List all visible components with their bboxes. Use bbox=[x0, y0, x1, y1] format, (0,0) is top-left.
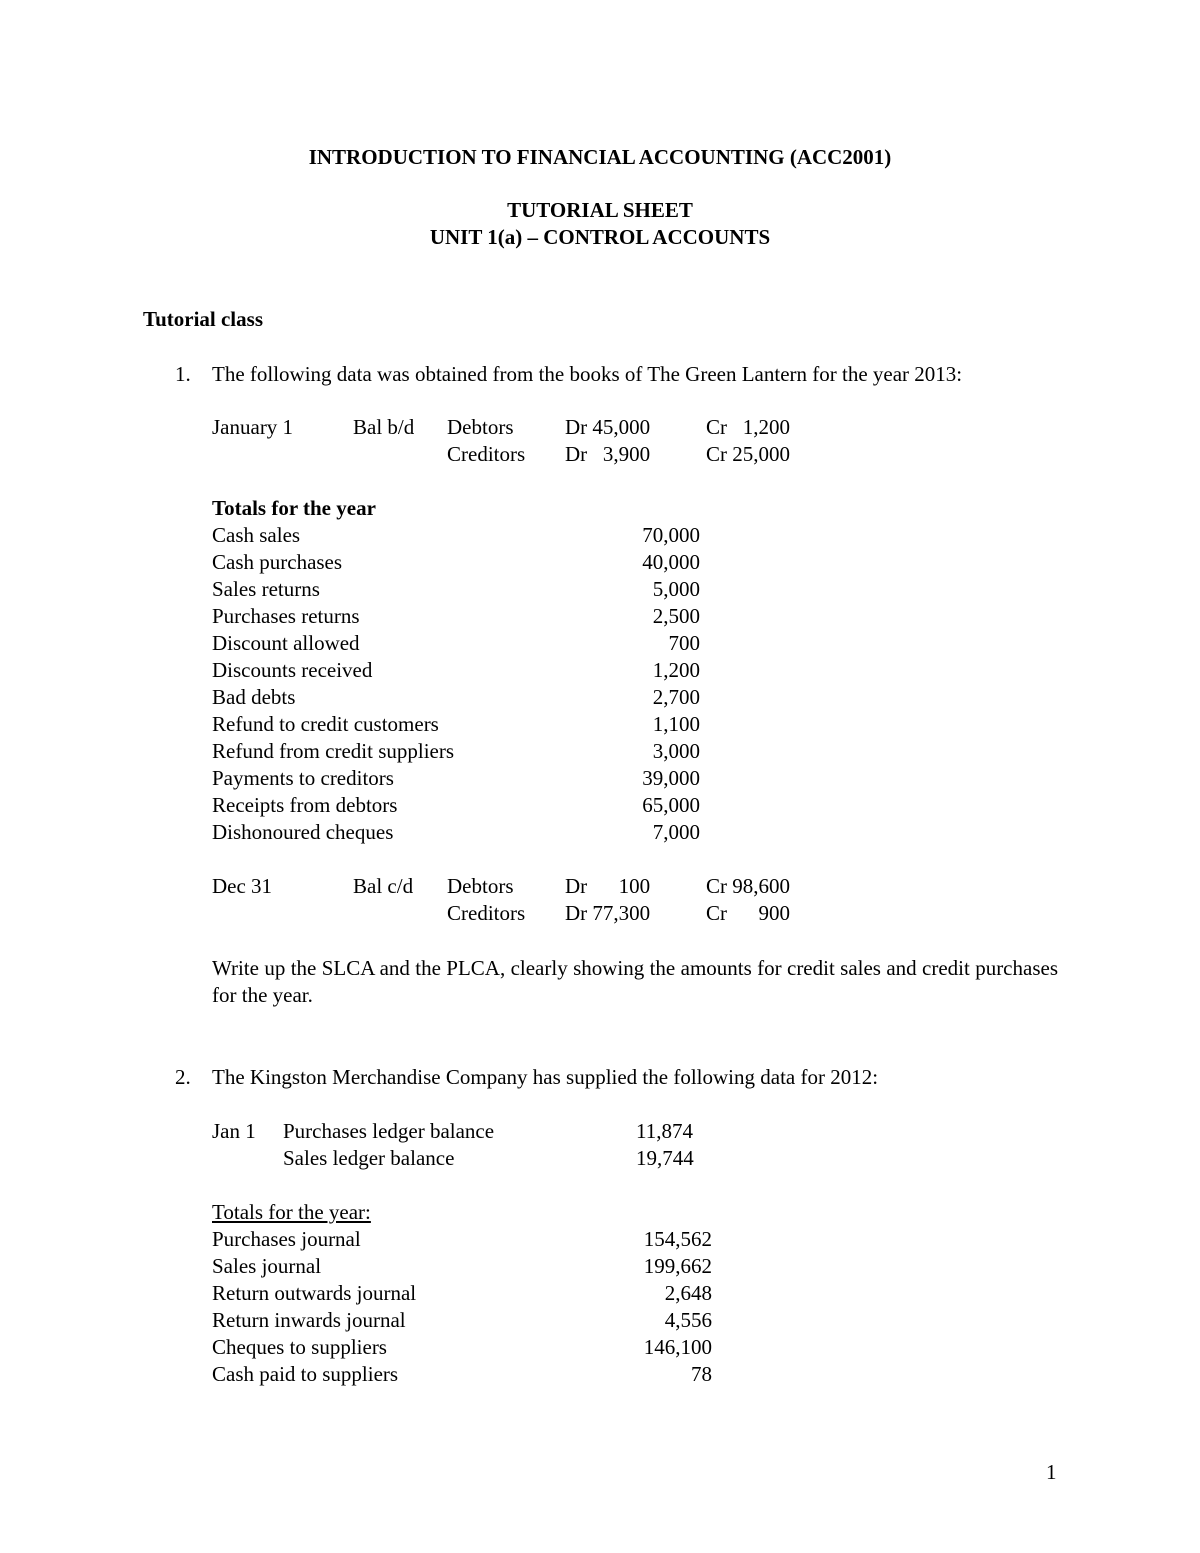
q1-closing-date: Dec 31 bbox=[212, 874, 273, 898]
q1-opening-label: Bal b/d bbox=[353, 415, 415, 439]
q2-balance-label: Sales ledger balance bbox=[283, 1146, 455, 1170]
q2-opening-date: Jan 1 bbox=[212, 1119, 256, 1143]
q1-instruction: Write up the SLCA and the PLCA, clearly showing the amounts for credit sales and credit purchases for the year. bbox=[212, 956, 1058, 1007]
q1-number: 1. bbox=[175, 362, 191, 386]
q1-total-value: 39,000 bbox=[642, 766, 700, 790]
q1-total-value: 65,000 bbox=[642, 793, 700, 817]
q1-opening-account: Debtors bbox=[447, 415, 514, 439]
q1-closing-account: Creditors bbox=[447, 901, 526, 925]
q1-total-value: 3,000 bbox=[652, 739, 700, 763]
q2-total-value: 154,562 bbox=[643, 1227, 712, 1251]
q1-total-label: Refund from credit suppliers bbox=[212, 739, 455, 763]
q1-opening-dr: Dr 45,000 bbox=[565, 415, 651, 439]
q1-total-value: 70,000 bbox=[642, 523, 700, 547]
q1-total-value: 5,000 bbox=[652, 577, 700, 601]
q2-balance-label: Purchases ledger balance bbox=[283, 1119, 495, 1143]
q1-total-label: Payments to creditors bbox=[212, 766, 394, 790]
q1-total-value: 1,100 bbox=[652, 712, 700, 736]
q2-total-value: 199,662 bbox=[643, 1254, 712, 1278]
q1-totals-heading: Totals for the year bbox=[212, 496, 376, 520]
q1-intro: The following data was obtained from the books of The Green Lantern for the year 2013: bbox=[212, 362, 963, 386]
q1-total-value: 7,000 bbox=[652, 820, 700, 844]
q2-total-label: Return outwards journal bbox=[212, 1281, 417, 1305]
q1-closing-cr: Cr 98,600 bbox=[706, 874, 790, 898]
q1-opening-date: January 1 bbox=[212, 415, 294, 439]
q1-total-label: Cash sales bbox=[212, 523, 301, 547]
q2-total-value: 78 bbox=[691, 1362, 712, 1386]
q1-opening-cr: Cr 25,000 bbox=[706, 442, 790, 466]
q1-closing-dr: Dr 77,300 bbox=[565, 901, 651, 925]
q1-opening-account: Creditors bbox=[447, 442, 526, 466]
q1-total-label: Discounts received bbox=[212, 658, 373, 682]
q1-closing-dr: Dr 100 bbox=[565, 874, 651, 898]
section-heading: Tutorial class bbox=[143, 307, 263, 331]
q2-number: 2. bbox=[175, 1065, 191, 1089]
q1-closing-account: Debtors bbox=[447, 874, 514, 898]
q1-opening-cr: Cr 1,200 bbox=[706, 415, 790, 439]
q2-total-value: 146,100 bbox=[643, 1335, 712, 1359]
q2-total-value: 2,648 bbox=[664, 1281, 712, 1305]
q2-balance-value: 11,874 bbox=[636, 1119, 693, 1143]
unit-title: UNIT 1(a) – CONTROL ACCOUNTS bbox=[429, 225, 771, 249]
q1-total-value: 2,700 bbox=[652, 685, 700, 709]
q1-closing-label: Bal c/d bbox=[353, 874, 414, 898]
q1-total-value: 1,200 bbox=[652, 658, 700, 682]
q1-total-label: Discount allowed bbox=[212, 631, 360, 655]
q2-total-label: Return inwards journal bbox=[212, 1308, 406, 1332]
q1-total-value: 2,500 bbox=[652, 604, 700, 628]
q2-total-label: Purchases journal bbox=[212, 1227, 361, 1251]
q1-total-label: Purchases returns bbox=[212, 604, 360, 628]
sheet-title: TUTORIAL SHEET bbox=[507, 198, 693, 222]
q2-balance-value: 19,744 bbox=[636, 1146, 694, 1170]
course-title: INTRODUCTION TO FINANCIAL ACCOUNTING (ACC2001) bbox=[308, 145, 892, 169]
q1-total-value: 700 bbox=[668, 631, 700, 655]
q1-total-label: Bad debts bbox=[212, 685, 296, 709]
q2-total-label: Cheques to suppliers bbox=[212, 1335, 387, 1359]
page-number: 1 bbox=[1046, 1460, 1057, 1484]
q1-total-label: Receipts from debtors bbox=[212, 793, 398, 817]
q2-total-label: Cash paid to suppliers bbox=[212, 1362, 399, 1386]
q2-intro: The Kingston Merchandise Company has supplied the following data for 2012: bbox=[212, 1065, 879, 1089]
q1-total-label: Cash purchases bbox=[212, 550, 343, 574]
q1-total-label: Refund to credit customers bbox=[212, 712, 439, 736]
q2-totals-heading: Totals for the year: bbox=[212, 1200, 371, 1224]
q1-closing-cr: Cr 900 bbox=[706, 901, 790, 925]
q2-total-value: 4,556 bbox=[664, 1308, 712, 1332]
q1-total-value: 40,000 bbox=[642, 550, 700, 574]
q1-total-label: Dishonoured cheques bbox=[212, 820, 394, 844]
q1-opening-dr: Dr 3,900 bbox=[565, 442, 651, 466]
q2-total-label: Sales journal bbox=[212, 1254, 322, 1278]
q1-total-label: Sales returns bbox=[212, 577, 320, 601]
